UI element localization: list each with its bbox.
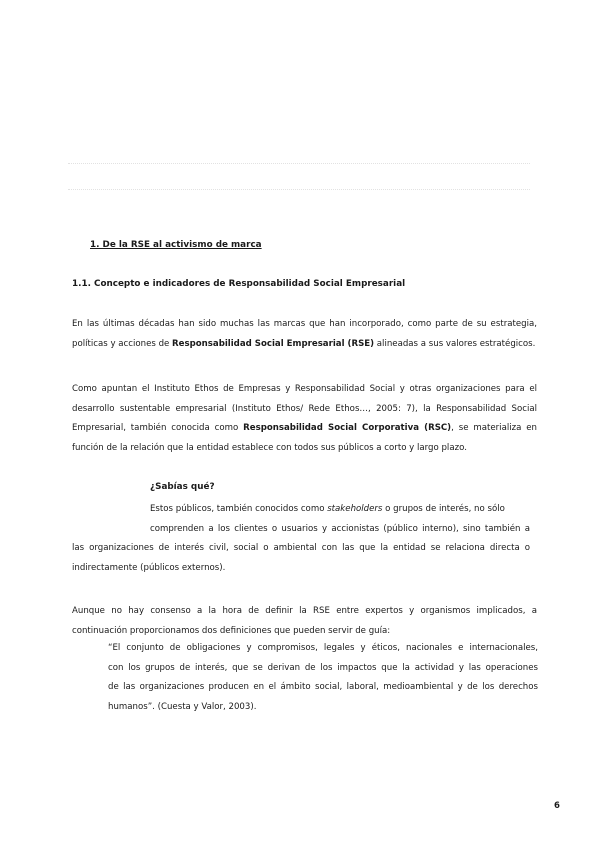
subsection-heading: 1.1. Concepto e indicadores de Responsabilidad Social Empresarial [72, 279, 406, 289]
section-heading: 1. De la RSE al activismo de marca [90, 240, 262, 250]
text-run: Empresarial, también conocida como [72, 423, 244, 433]
did-you-know-title: ¿Sabías qué? [150, 482, 215, 492]
paragraph-line: desarrollo sustentable empresarial (Instituto Ethos/ Rede Ethos…, 2005: 7), la Responsabilidad Social [72, 403, 537, 414]
text-run: , se materializa en [451, 423, 537, 433]
paragraph-line: función de la relación que la entidad establece con todos sus públicos a corto y largo plazo. [72, 442, 467, 453]
text-run: alineadas a sus valores estratégicos. [374, 338, 536, 349]
paragraph-ethos [72, 380, 537, 458]
text-run: políticas y acciones de [72, 338, 173, 349]
top-divider [68, 163, 530, 164]
box-line [72, 500, 530, 520]
paragraph-line: continuación proporcionamos dos definiciones que pueden servir de guía: [72, 625, 391, 636]
paragraph-line: En las últimas décadas han sido muchas las marcas que han incorporado, como parte de su estrategia, [72, 319, 537, 329]
box-line: indirectamente (públicos externos). [72, 562, 226, 573]
quote-line: de las organizaciones producen en el ámbito social, laboral, medioambiental y de los derechos [108, 682, 538, 692]
paragraph-line [72, 335, 537, 355]
paragraph-line [72, 419, 537, 439]
paragraph-line: Aunque no hay consenso a la hora de definir la RSE entre expertos y organismos implicados, a [72, 606, 537, 616]
paragraph-line: Como apuntan el Instituto Ethos de Empresas y Responsabilidad Social y otras organizaciones para el [72, 384, 537, 394]
box-line: las organizaciones de interés civil, social o ambiental con las que la entidad se relaciona directa o [72, 543, 530, 553]
italic-term: stakeholders [327, 504, 383, 514]
bold-term-rse: Responsabilidad Social Empresarial (RSE) [172, 338, 375, 349]
header-divider [68, 189, 530, 190]
text-run: o grupos de interés, no sólo [382, 504, 505, 514]
quote-line: “El conjunto de obligaciones y compromisos, legales y éticos, nacionales e internacionales, [108, 643, 538, 653]
definition-quote [108, 639, 538, 717]
did-you-know-box [72, 500, 530, 578]
quote-line: humanos”. (Cuesta y Valor, 2003). [108, 701, 257, 712]
paragraph-intro [72, 315, 537, 354]
box-line: comprenden a los clientes o usuarios y accionistas (público interno), sino también a [150, 523, 530, 534]
page-number: 6 [554, 801, 560, 811]
text-run: Estos públicos, también conocidos como [150, 504, 328, 514]
paragraph-definitions [72, 602, 537, 641]
bold-term-rsc: Responsabilidad Social Corporativa (RSC) [243, 423, 452, 433]
quote-line: con los grupos de interés, que se derivan de los impactos que la actividad y las operaciones [108, 662, 538, 673]
